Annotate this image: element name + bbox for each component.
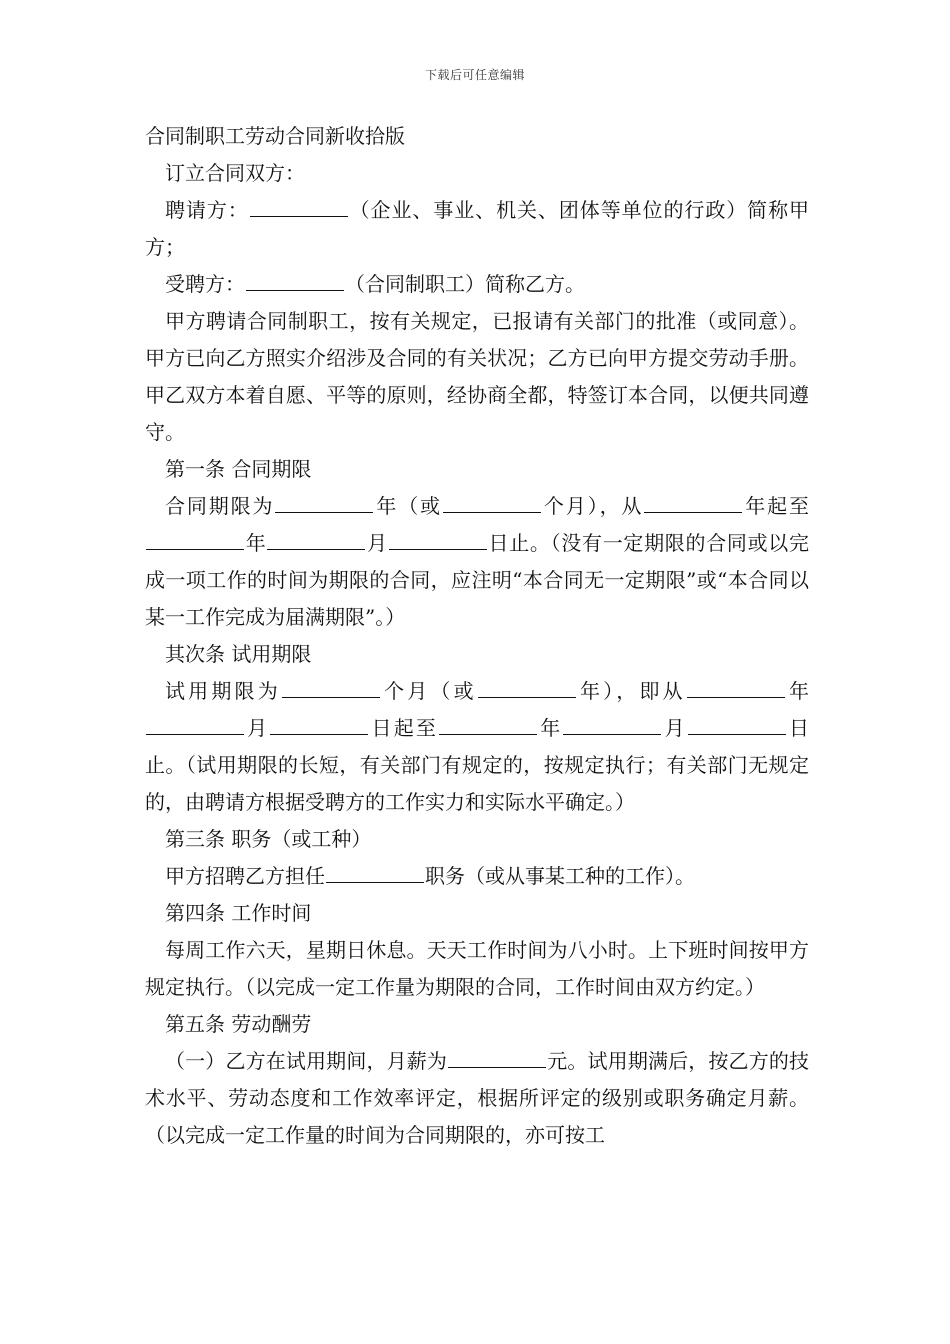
article2-text: 月	[245, 716, 270, 740]
article5-heading: 第五条 劳动酬劳	[165, 1012, 312, 1036]
article2-text: 年	[538, 716, 563, 740]
employee-label: 受聘方：	[165, 272, 245, 296]
fill-blank	[282, 679, 380, 698]
preamble-paragraph: 甲方聘请合同制职工，按有关规定，已报请有关部门的批准（或同意）。甲方已向乙方照实介绍涉及合同的有关状况；乙方已向甲方提交劳动手册。甲乙双方本着自愿、平等的原则，经协商全都，特签订本合同，以便共同遵守。	[145, 309, 809, 444]
article1-text: 日止。（没有一定期限的合同或以完成一项工作的时间为期限的合同，应注明“本合同无一定期限”或“本合同以某一工作完成为届满期限”。）	[145, 531, 810, 629]
fill-blank	[443, 494, 541, 513]
article4-heading: 第四条 工作时间	[165, 901, 312, 925]
article1-text: 合同期限为	[165, 494, 275, 518]
fill-blank	[146, 716, 244, 735]
article1-text: 年	[245, 531, 267, 555]
article5-text: 元。试用期满后，按乙方的技术水平、劳动态度和工作效率评定，根据所评定的级别或职务确定月薪。（以完成一定工作量的时间为合同期限的，亦可按工	[145, 1049, 810, 1147]
article1-text: 个月），从	[542, 494, 644, 518]
fill-blank	[326, 864, 424, 883]
article1-heading: 第一条 合同期限	[165, 457, 312, 481]
fill-blank	[146, 531, 244, 550]
fill-blank	[439, 716, 537, 735]
employee-line	[145, 266, 809, 303]
header-note: 下载后可任意编辑	[424, 68, 525, 82]
contract-document	[145, 118, 809, 1154]
article2-text: 年	[785, 679, 810, 703]
article2-text: 月	[662, 716, 687, 740]
fill-blank	[270, 716, 368, 735]
article1-text: 年（或	[374, 494, 443, 518]
fill-blank	[267, 531, 365, 550]
article3-text: 职务（或从事某工种的工作）。	[425, 864, 695, 888]
article2-text: 试用期限为	[165, 679, 281, 703]
employee-text: （合同制职工）简称乙方。	[345, 272, 585, 296]
fill-blank	[246, 272, 344, 291]
fill-blank	[478, 679, 576, 698]
article1-text: 月	[366, 531, 388, 555]
article2-text: 日起至	[369, 716, 439, 740]
article2-body	[145, 673, 809, 821]
article5-text: （一）乙方在试用期间，月薪为	[165, 1049, 448, 1073]
fill-blank	[563, 716, 661, 735]
article3-body	[145, 858, 809, 895]
parties-heading: 订立合同双方：	[165, 161, 305, 185]
article5-body	[145, 1043, 809, 1154]
fill-blank	[687, 679, 785, 698]
employer-line	[145, 192, 809, 266]
employer-text: （企业、事业、机关、团体等单位的行政）简称甲方；	[145, 198, 810, 259]
article2-text: 日止。（试用期限的长短，有关部门有规定的，按规定执行；有关部门无规定的，由聘请方根据受聘方的工作实力和实际水平确定。）	[145, 716, 810, 814]
fill-blank	[448, 1049, 546, 1068]
article1-body	[145, 488, 809, 636]
fill-blank	[644, 494, 742, 513]
fill-blank	[275, 494, 373, 513]
article1-text: 年起至	[743, 494, 810, 518]
article2-text: 年），即从	[576, 679, 686, 703]
article4-body: 每周工作六天，星期日休息。天天工作时间为八小时。上下班时间按甲方规定执行。（以完成一定工作量为期限的合同，工作时间由双方约定。）	[145, 938, 809, 999]
document-title: 合同制职工劳动合同新收拾版	[145, 124, 405, 148]
employer-label: 聘请方：	[165, 198, 249, 222]
article2-heading: 其次条 试用期限	[165, 642, 312, 666]
article2-text: 个月（或	[380, 679, 477, 703]
fill-blank	[688, 716, 786, 735]
article3-heading: 第三条 职务（或工种）	[165, 827, 372, 851]
fill-blank	[250, 198, 348, 217]
fill-blank	[389, 531, 487, 550]
article3-text: 甲方招聘乙方担任	[165, 864, 325, 888]
